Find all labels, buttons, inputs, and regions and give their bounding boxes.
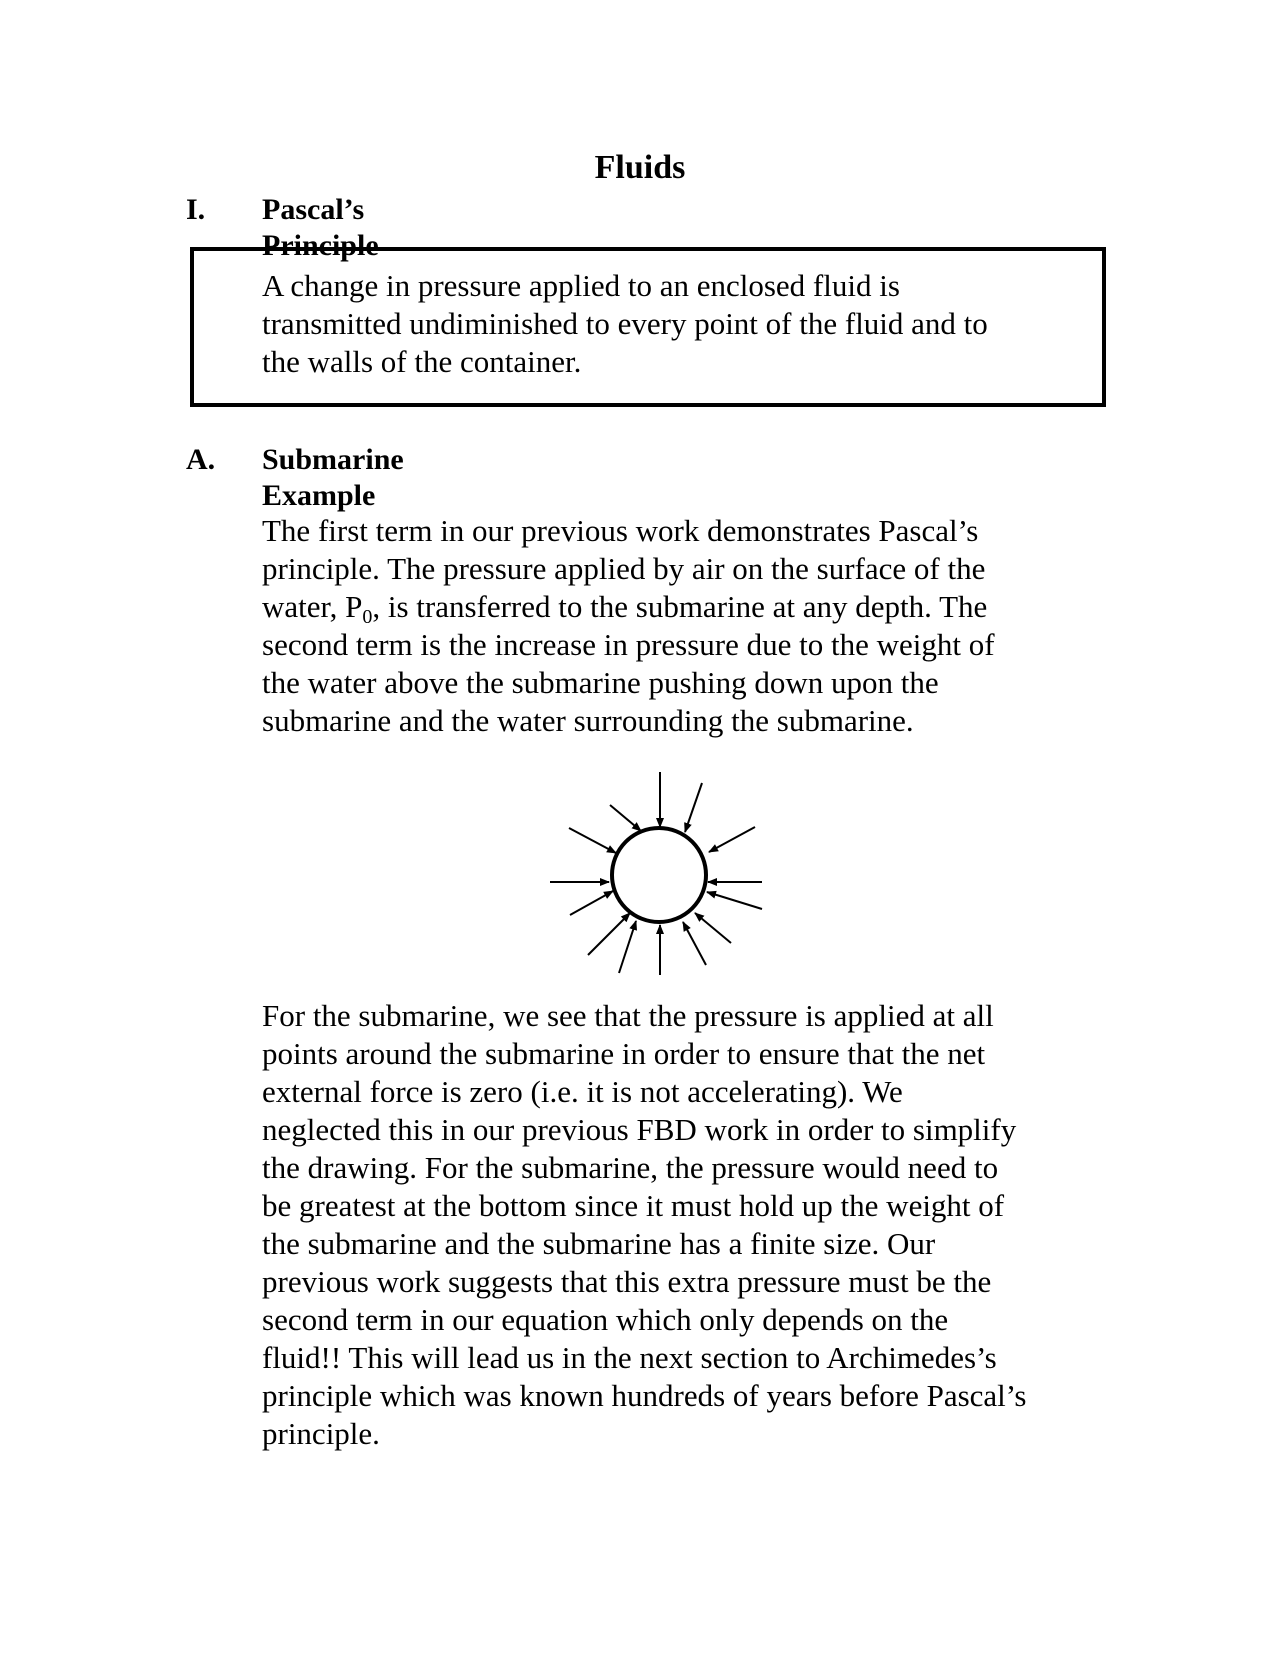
paragraph-line: external force is zero (i.e. it is not accelerating). We — [262, 1074, 903, 1109]
paragraph-line: neglected this in our previous FBD work in order to simplify — [262, 1112, 1017, 1147]
paragraph-line: submarine and the water surrounding the submarine. — [262, 703, 914, 738]
paragraph-line: the water above the submarine pushing down upon the — [262, 665, 939, 700]
pressure-arrow — [588, 913, 630, 955]
section-title: Pascal’s Principle — [262, 193, 379, 262]
pressure-arrow — [569, 828, 616, 853]
paragraph-line: principle which was known hundreds of years before Pascal’s — [262, 1378, 1027, 1413]
principle-line: transmitted undiminished to every point of the fluid and to — [262, 306, 988, 341]
principle-statement — [262, 267, 1062, 381]
page-title: Fluids — [594, 149, 686, 186]
subsection-title: Submarine Example — [262, 443, 404, 512]
principle-box — [190, 247, 1106, 407]
principle-line: the walls of the container. — [262, 344, 582, 379]
text-fragment: water, P — [262, 589, 363, 624]
paragraph-line: second term in our equation which only depends on the — [262, 1302, 949, 1337]
pressure-arrow — [570, 891, 613, 915]
pressure-arrows — [550, 772, 762, 975]
paragraph-line: The first term in our previous work demonstrates Pascal’s — [262, 513, 979, 548]
submarine-circle — [612, 828, 706, 922]
section-number: I. — [186, 193, 206, 226]
paragraph-line — [262, 588, 1102, 626]
text-fragment: , is transferred to the submarine at any depth. The — [372, 589, 988, 624]
subscript: 0 — [362, 606, 373, 628]
paragraph-line: For the submarine, we see that the pressure is applied at all — [262, 998, 994, 1033]
pressure-arrow — [683, 922, 706, 965]
paragraph-line: fluid!! This will lead us in the next section to Archimedes’s — [262, 1340, 997, 1375]
paragraph-line: be greatest at the bottom since it must hold up the weight of — [262, 1188, 1005, 1223]
subsection-number: A. — [186, 443, 216, 476]
paragraph-submarine-discussion — [262, 997, 1102, 1453]
submarine-pressure-diagram — [540, 765, 780, 995]
paragraph-line: the drawing. For the submarine, the pressure would need to — [262, 1150, 999, 1185]
principle-line: A change in pressure applied to an enclosed fluid is — [262, 268, 900, 303]
pressure-arrow — [695, 913, 731, 943]
pressure-arrow — [707, 892, 762, 909]
paragraph-line: previous work suggests that this extra pressure must be the — [262, 1264, 992, 1299]
pressure-arrow — [619, 921, 636, 973]
paragraph-pascal-explanation — [262, 512, 1102, 740]
paragraph-line: points around the submarine in order to ensure that the net — [262, 1036, 986, 1071]
pressure-arrow — [709, 827, 755, 852]
paragraph-line: principle. The pressure applied by air on the surface of the — [262, 551, 986, 586]
paragraph-line: the submarine and the submarine has a finite size. Our — [262, 1226, 936, 1261]
pressure-arrow — [610, 805, 641, 831]
paragraph-line: second term is the increase in pressure due to the weight of — [262, 627, 995, 662]
paragraph-line: principle. — [262, 1416, 380, 1451]
pressure-arrow — [685, 783, 702, 832]
